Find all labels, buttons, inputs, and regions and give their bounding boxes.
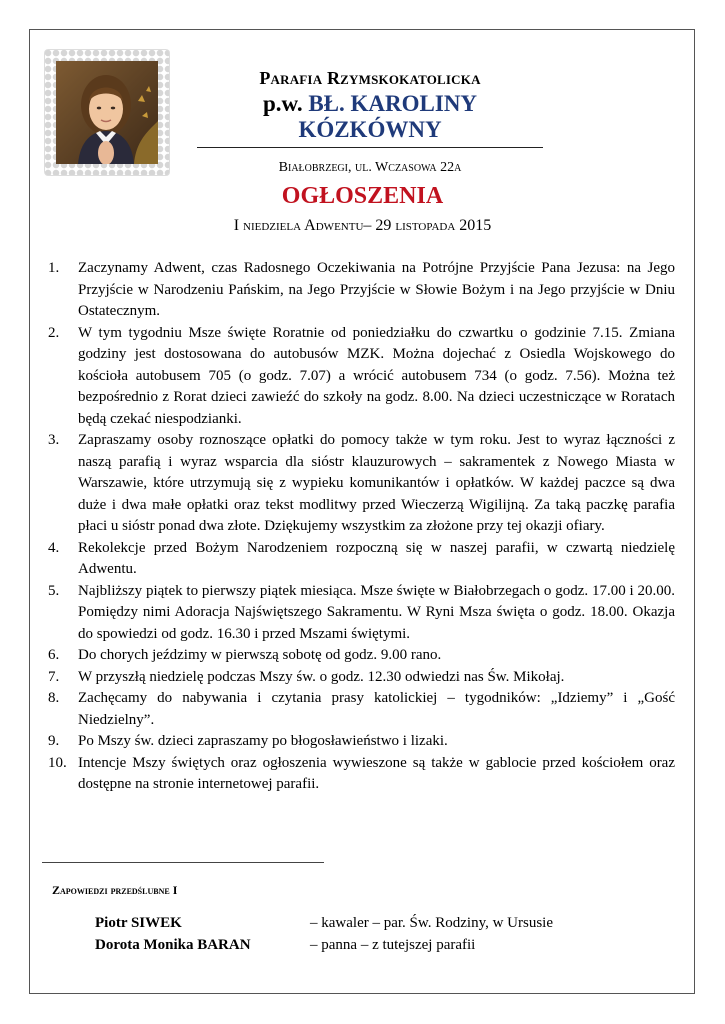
list-item-number: 5. (48, 582, 60, 599)
list-item-number: 6. (48, 647, 60, 663)
parish-header (190, 68, 550, 176)
page-subtitle: I niedziela Adwentu– 29 listopada 2015 (233, 217, 492, 234)
list-item-text: Po Mszy św. dzieci zapraszamy po błogosławieństwo i lizaki. (78, 733, 448, 749)
list-item (48, 323, 675, 431)
list-item-number: 9. (48, 733, 60, 749)
list-item (48, 538, 675, 581)
list-item-number: 4. (48, 539, 60, 556)
parish-name: Parafia Rzymskokatolicka (259, 68, 481, 88)
header-divider (197, 147, 543, 148)
list-item (48, 430, 675, 538)
banns-title: Zapowiedzi przedślubne I (52, 883, 178, 897)
patron-portrait-image (56, 61, 158, 164)
list-item (48, 667, 675, 689)
list-item (48, 688, 675, 731)
parish-patron (190, 91, 550, 143)
page-title: OGŁOSZENIA (281, 183, 444, 209)
list-item-number: 8. (48, 690, 60, 706)
list-item-text: Do chorych jeździmy w pierwszą sobotę od godz. 9.00 rano. (78, 647, 442, 663)
list-item (48, 258, 675, 323)
list-item-text: Rekolekcje przed Bożym Narodzeniem rozpoczną się w naszej parafii, w czwartą niedzielę Adwentu. (78, 539, 675, 577)
banns-entry-name: Dorota Monika BARAN (95, 937, 251, 953)
patron-name: BŁ. KAROLINY KÓZKÓWNY (298, 91, 478, 142)
parish-address: Białobrzegi, ul. Wczasowa 22a (278, 160, 462, 175)
list-item-text: W tym tygodniu Msze święte Roratnie od poniedziałku do czwartku o godzinie 7.15. Zmiana godziny jest dostosowana do autobusów MZK. Można dojechać z Osiedla Wojskowego do kościoła autobusem 705 (o godz. 7.07) a wrócić autobusem 734 (o godz. 7.56). Można też bezpośrednio z Rorat dzieci zawieźć do szkoły na godz. 8.00. Na dzieci uczestniczące w Roratach będą czekać niespodzianki. (78, 324, 675, 427)
patron-stamp-image (44, 49, 170, 176)
list-item (48, 581, 675, 646)
list-item-text: Najbliższy piątek to pierwszy piątek miesiąca. Msze święte w Białobrzegach o godz. 17.00 i 20.00. Pomiędzy nimi Adoracja Najświętszego Sakramentu. W Ryni Msza święta o godz. 18.00. Okazja do spowiedzi od godz. 16.30 i przed Mszami świętymi. (78, 582, 675, 642)
list-item-number: 7. (48, 668, 60, 685)
banns-entry-desc: – panna – z tutejszej parafii (310, 937, 476, 953)
banns-list (95, 912, 655, 956)
list-item-text: Zapraszamy osoby roznoszące opłatki do pomocy także w tym roku. Jest to wyraz łączności z naszą parafią i wyraz wsparcia dla sióstr klauzurowych – sakramentek z Nowego Miasta w Warszawie, które utrzymują się z wypieku komunikantów i opłatków. W każdej paczce są dwa duże i dwa małe opłatki oraz tekst modlitwy przed Wieczerzą Wigilijną. Za taką paczkę parafia płaci u sióstr ponad dwa złote. Dziękujemy wszystkim za złożone przy tej okazji ofiary. (78, 432, 675, 534)
list-item (48, 753, 675, 796)
announcements-list (48, 258, 675, 796)
banns-entry (95, 912, 655, 934)
list-item (48, 645, 675, 667)
list-item-number: 3. (48, 432, 60, 448)
list-item-text: Zaczynamy Adwent, czas Radosnego Oczekiwania na Potrójne Przyjście Pana Jezusa: na Jego Przyjście w Narodzeniu Pańskim, na Jego Przyjście w Słowie Bożym i na Jego przyjście w Dniu Ostatecznym. (78, 260, 675, 319)
list-item-number: 1. (48, 260, 60, 276)
list-item-text: Zachęcamy do nabywania i czytania prasy katolickiej – tygodników: „Idziemy” i „Gość Niedzielny”. (78, 690, 675, 728)
banns-entry (95, 934, 655, 956)
list-item (48, 731, 675, 753)
patron-prefix: p.w. (262, 91, 303, 116)
section-divider (42, 862, 324, 863)
banns-entry-name: Piotr SIWEK (95, 915, 182, 931)
list-item-number: 2. (48, 324, 60, 341)
list-item-text: W przyszłą niedzielę podczas Mszy św. o godz. 12.30 odwiedzi nas Św. Mikołaj. (78, 668, 565, 685)
list-item-number: 10. (48, 754, 67, 771)
banns-entry-desc: – kawaler – par. Św. Rodziny, w Ursusie (310, 915, 554, 931)
list-item-text: Intencje Mszy świętych oraz ogłoszenia wywieszone są także w gablocie przed kościołem oraz dostępne na stronie internetowej parafii. (78, 754, 675, 792)
